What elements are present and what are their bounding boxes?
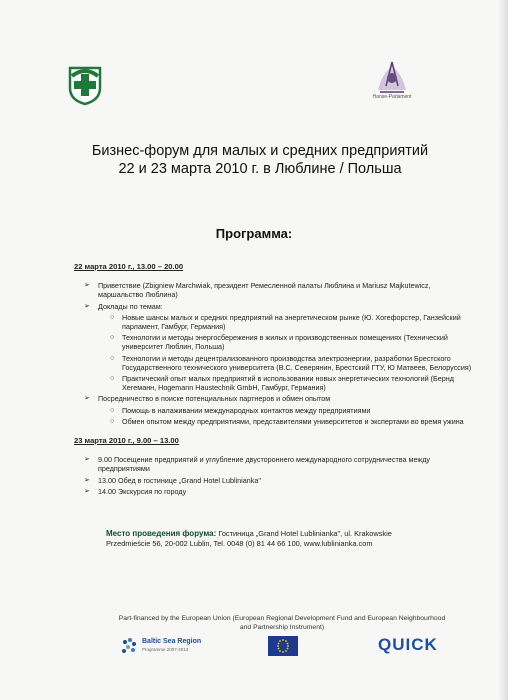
circle-bullet-icon: ○ xyxy=(110,334,115,342)
funding-line-2: and Partnership Instrument) xyxy=(239,623,325,631)
hanse-parlament-caption: Hanse-Parlament xyxy=(372,94,412,100)
day1-item xyxy=(74,394,474,403)
day1-heading: 22 марта 2010 г., 13.00 – 20.00 xyxy=(74,262,184,271)
day1-item xyxy=(74,354,474,372)
day1-item xyxy=(74,281,474,299)
arrow-bullet-icon: ➢ xyxy=(84,487,90,495)
bsr-subtitle: Programme 2007-2013 xyxy=(142,647,189,652)
day1-list xyxy=(74,281,474,426)
day2-item-text: 13.00 Обед в гостинице „Grand Hotel Lublinianka" xyxy=(98,475,261,485)
venue-label: Место проведения форума: xyxy=(106,529,217,538)
bsr-name: Baltic Sea Region xyxy=(142,638,202,645)
program-content xyxy=(74,262,474,498)
day1-item xyxy=(74,417,474,426)
arrow-bullet-icon: ➢ xyxy=(84,476,90,484)
circle-bullet-icon: ○ xyxy=(110,417,115,425)
circle-bullet-icon: ○ xyxy=(110,375,115,383)
baltic-sea-region-logo xyxy=(120,634,200,656)
day1-item-text: Посредничество в поиске потенциальных партнеров и обмен опытом xyxy=(98,394,331,404)
day2-item xyxy=(74,487,474,496)
page-title xyxy=(60,142,460,178)
day1-item-text: Технологии и методы энергосбережения в жилых и производственных помещениях (Технический университет Люблин, Польша) xyxy=(122,333,448,352)
day1-item-text: Обмен опытом между предприятиями, представителями университетов и экспертами во время ужина xyxy=(122,416,464,426)
day2-item xyxy=(74,455,474,473)
day1-item-text: Технологии и методы децентрализованного производства электроэнергии, разработки Брестского Государственного технического университета (В.С. Северянин, Брестский ГТУ, Ю Матвеев, Белоруссия) xyxy=(122,353,472,372)
day2-item xyxy=(74,476,474,485)
arrow-bullet-icon: ➢ xyxy=(84,302,90,310)
day1-item xyxy=(74,374,474,392)
day1-item xyxy=(74,313,474,331)
funding-note xyxy=(102,615,462,632)
day1-item-text: Приветствие (Zbigniew Marchwiak, президент Ремесленной палаты Люблина и Mariusz Majkutewicz, маршальство Люблина) xyxy=(98,281,431,300)
circle-bullet-icon: ○ xyxy=(110,354,115,362)
day2-item-text: 9.00 Посещение предприятий и углубление двустороннего международного сотрудничества между предприятиями xyxy=(98,455,430,474)
crafts-chamber-logo xyxy=(66,64,104,106)
day1-item-text: Доклады по темам: xyxy=(98,301,163,311)
day1-item xyxy=(74,302,474,311)
venue-block xyxy=(106,529,436,549)
title-line-1: Бизнес-форум для малых и средних предприятий xyxy=(91,143,429,159)
quick-logo: QUICK xyxy=(378,635,438,654)
venue-line-2: Przedmieście 56, 20-002 Lublin, Tel. 0048 (0) 81 44 66 100, www.lublinianka.com xyxy=(106,539,373,548)
day2-heading: 23 марта 2010 г., 9.00 – 13.00 xyxy=(74,436,179,446)
eu-flag-icon xyxy=(268,636,298,656)
page-edge-shadow xyxy=(498,0,508,700)
day1-item xyxy=(74,333,474,351)
funding-line-1: Part-financed by the European Union (European Regional Development Fund and European Neighbourhood xyxy=(118,615,446,622)
hanse-parlament-logo xyxy=(366,56,418,108)
program-heading: Программа: xyxy=(215,226,293,241)
day1-item xyxy=(74,406,474,415)
day1-item-text: Практический опыт малых предприятий в использовании новых энергетических технологий (Бернд Хегеманн, Hogemann Haustechnik GmbH, Гамбург, Германия) xyxy=(122,374,454,393)
day1-item-text: Новые шансы малых и средних предприятий на энергетическом рынке (Ю. Хогефорстер, Ганзейский парламент, Гамбург, Германия) xyxy=(122,312,461,332)
circle-bullet-icon: ○ xyxy=(110,406,115,414)
day2-item-text: 14.00 Экскурсия по городу xyxy=(98,486,187,496)
arrow-bullet-icon: ➢ xyxy=(84,282,90,290)
title-line-2: 22 и 23 марта 2010 г. в Люблине / Польша xyxy=(118,161,402,177)
venue-line-1: Гостиница „Grand Hotel Lublinianka", ul. Krakowskie xyxy=(218,529,392,538)
arrow-bullet-icon: ➢ xyxy=(84,395,90,403)
day1-item-text: Помощь в налаживании международных контактов между предприятиями xyxy=(122,405,371,415)
circle-bullet-icon: ○ xyxy=(110,313,115,321)
arrow-bullet-icon: ➢ xyxy=(84,456,90,464)
day2-list xyxy=(74,455,474,496)
